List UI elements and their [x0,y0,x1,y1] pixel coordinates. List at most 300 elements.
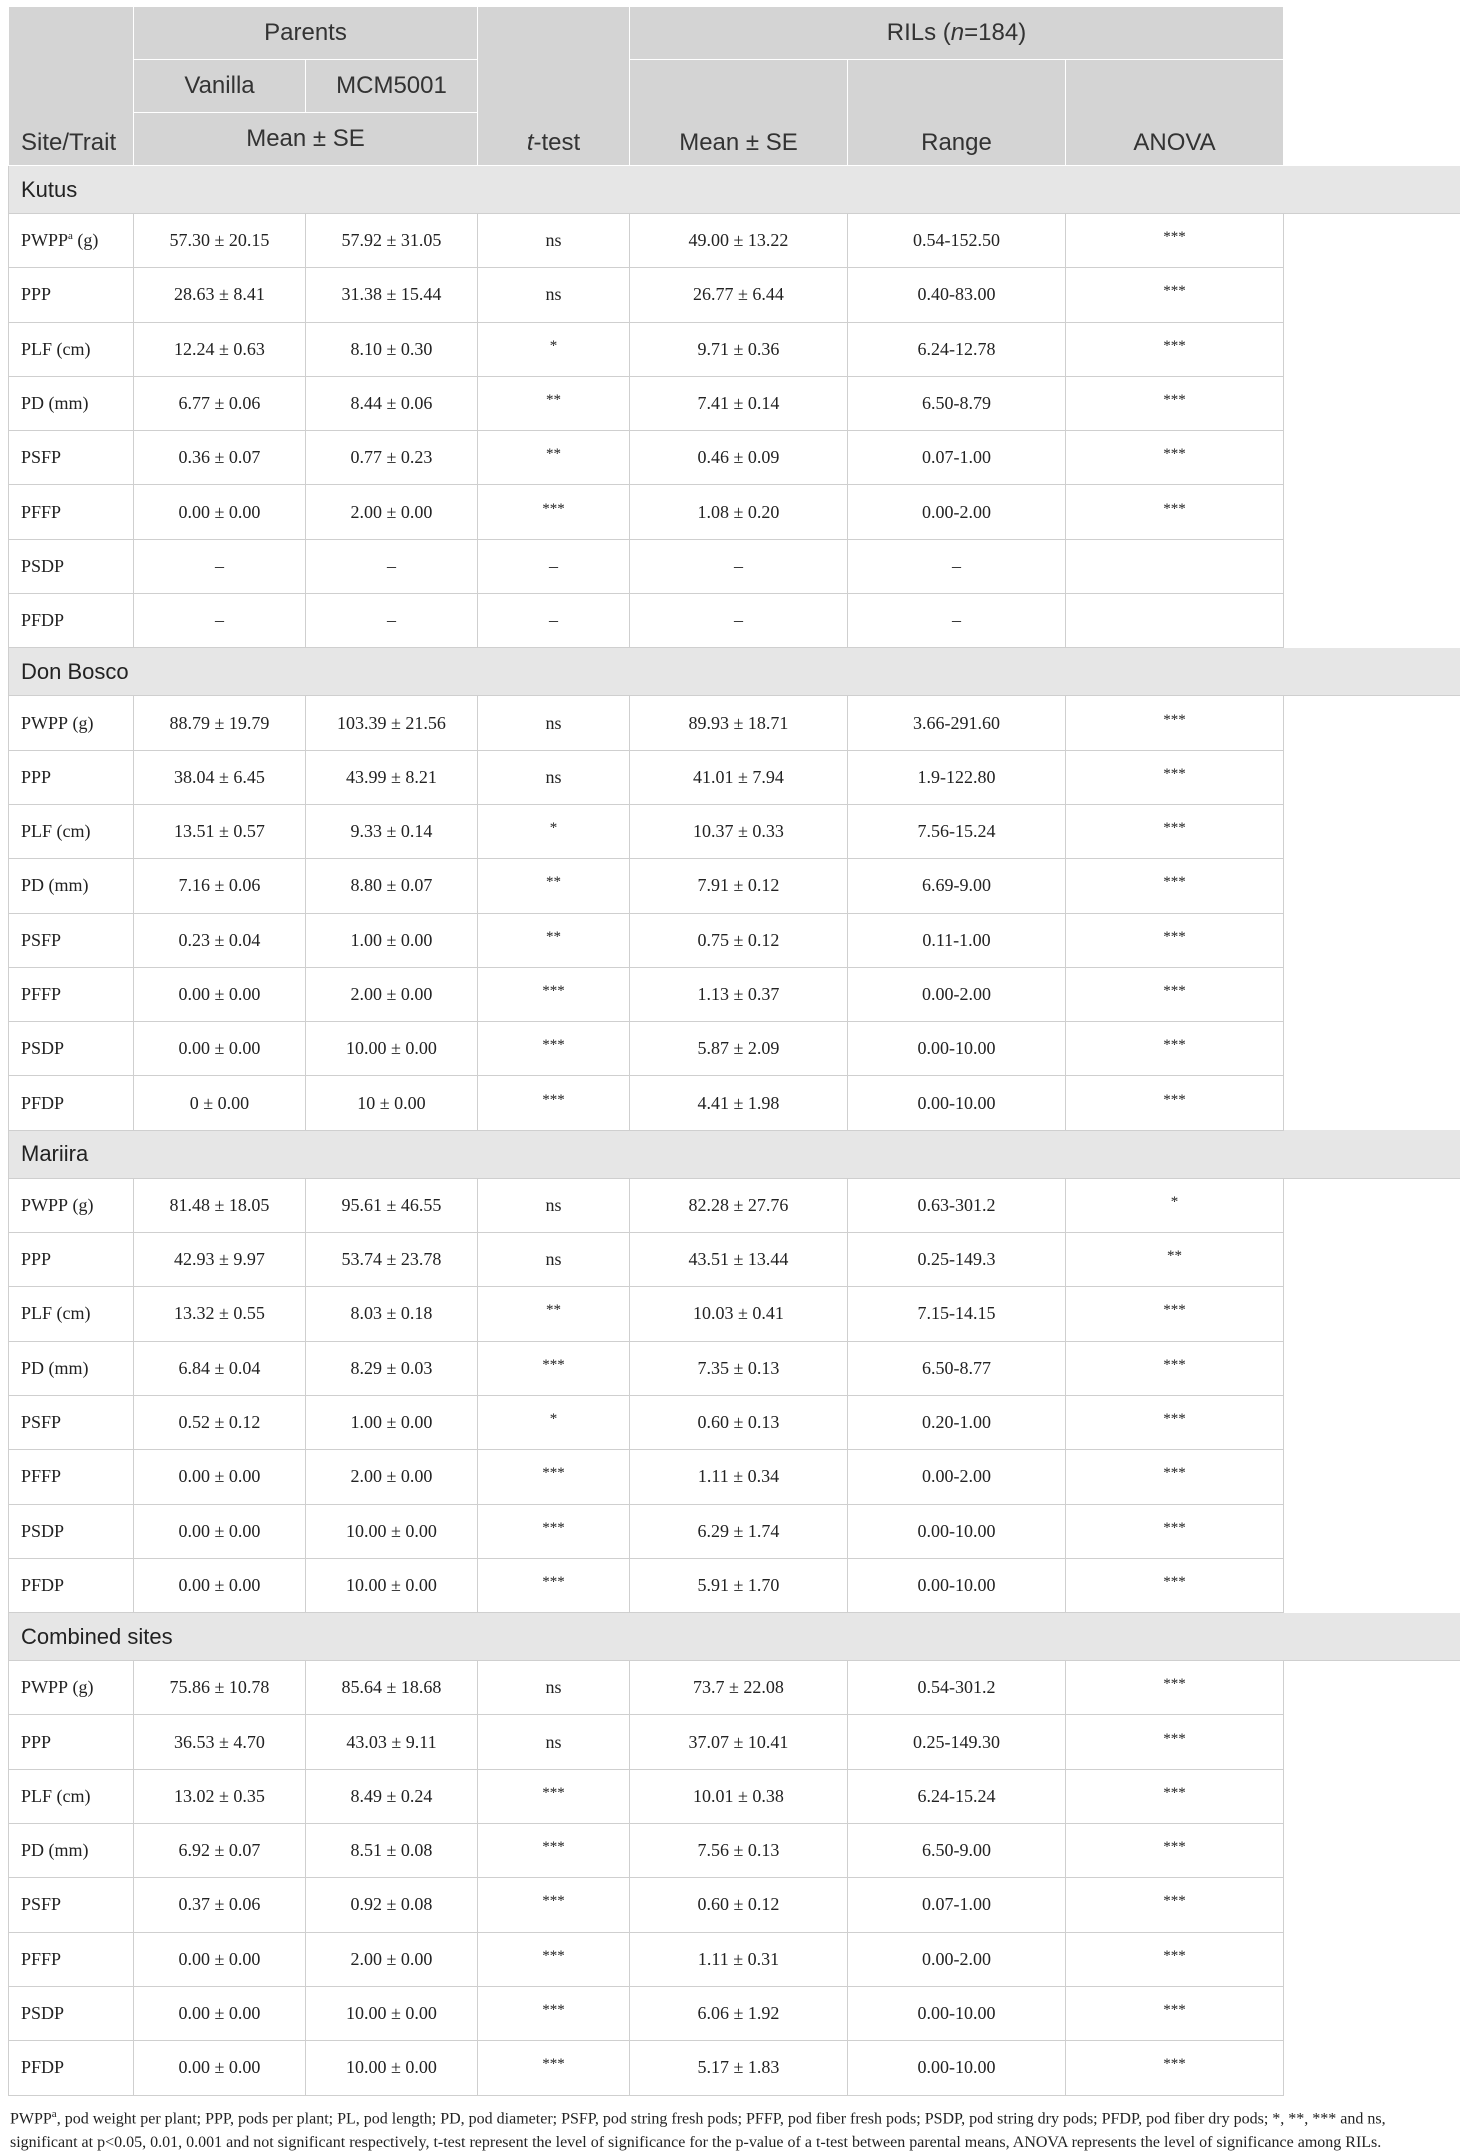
anova-cell: *** [1066,1715,1284,1769]
vanilla-cell: 81.48 ± 18.05 [134,1178,306,1232]
ttest-cell: ns [478,214,630,268]
trait-unit: (cm) [52,821,90,841]
mcm5001-cell: 8.80 ± 0.07 [306,859,478,913]
range-cell: 0.11-1.00 [848,913,1066,967]
anova-cell: *** [1066,1986,1284,2040]
vanilla-cell: 6.77 ± 0.06 [134,376,306,430]
trait-name: PPP [21,284,51,304]
trait-cell [9,1395,134,1449]
rils-mean-cell: 1.08 ± 0.20 [630,485,848,539]
rils-mean-cell: 10.37 ± 0.33 [630,804,848,858]
range-cell: 7.15-14.15 [848,1287,1066,1341]
trait-cell [9,1824,134,1878]
mcm5001-cell: 10 ± 0.00 [306,1076,478,1130]
vanilla-cell: 0.00 ± 0.00 [134,1932,306,1986]
anova-cell: *** [1066,268,1284,322]
section-title: Don Bosco [9,648,1460,696]
ttest-cell: ns [478,268,630,322]
ttest-cell: *** [478,1341,630,1395]
range-cell: 0.00-10.00 [848,1076,1066,1130]
mcm5001-cell: 43.99 ± 8.21 [306,750,478,804]
trait-cell [9,376,134,430]
vanilla-cell: 0.00 ± 0.00 [134,1558,306,1612]
table-row [9,322,1460,376]
trait-name: PFDP [21,2057,64,2077]
trait-unit: (g) [68,1677,94,1697]
mcm5001-cell: 103.39 ± 21.56 [306,696,478,750]
table-container [8,6,1460,2155]
trait-cell [9,804,134,858]
rils-mean-cell: 49.00 ± 13.22 [630,214,848,268]
trait-unit: (cm) [52,1786,90,1806]
vanilla-cell: 0.00 ± 0.00 [134,2041,306,2095]
trait-cell [9,268,134,322]
mcm5001-cell: 8.44 ± 0.06 [306,376,478,430]
trait-cell [9,1715,134,1769]
ttest-cell: *** [478,1558,630,1612]
mcm5001-header: MCM5001 [306,60,478,113]
section-row [9,166,1460,214]
table-row [9,1178,1460,1232]
vanilla-cell: 0.00 ± 0.00 [134,485,306,539]
range-cell: 6.50-8.79 [848,376,1066,430]
trait-cell [9,1878,134,1932]
mcm5001-cell: 2.00 ± 0.00 [306,967,478,1021]
vanilla-cell: 0.00 ± 0.00 [134,1022,306,1076]
range-cell: 0.07-1.00 [848,431,1066,485]
vanilla-cell: 0.00 ± 0.00 [134,967,306,1021]
rils-mean-cell: 6.29 ± 1.74 [630,1504,848,1558]
ttest-cell: ns [478,1715,630,1769]
rils-mean-cell: 89.93 ± 18.71 [630,696,848,750]
range-cell: 6.50-8.77 [848,1341,1066,1395]
mcm5001-cell: 53.74 ± 23.78 [306,1233,478,1287]
ttest-cell: *** [478,1769,630,1823]
ttest-cell: * [478,1395,630,1449]
trait-cell [9,696,134,750]
rils-mean-cell: 37.07 ± 10.41 [630,1715,848,1769]
anova-cell: *** [1066,1661,1284,1715]
vanilla-cell: 36.53 ± 4.70 [134,1715,306,1769]
anova-cell: *** [1066,859,1284,913]
anova-cell: *** [1066,1824,1284,1878]
ttest-cell: *** [478,1450,630,1504]
ttest-cell: ns [478,696,630,750]
range-cell: 6.24-12.78 [848,322,1066,376]
vanilla-cell: 57.30 ± 20.15 [134,214,306,268]
anova-cell: *** [1066,1932,1284,1986]
trait-cell [9,1287,134,1341]
trait-name: PWPP [21,713,68,733]
mcm5001-cell: 10.00 ± 0.00 [306,1558,478,1612]
mcm5001-cell: 57.92 ± 31.05 [306,214,478,268]
rils-n: n [951,19,964,46]
table-row [9,804,1460,858]
range-cell: 1.9-122.80 [848,750,1066,804]
rils-prefix: RILs ( [887,19,951,46]
range-cell: 0.00-10.00 [848,1022,1066,1076]
trait-name: PSFP [21,447,61,467]
range-cell: 0.00-10.00 [848,1558,1066,1612]
table-header [9,7,1460,166]
table-row [9,913,1460,967]
rils-mean-cell: 1.13 ± 0.37 [630,967,848,1021]
section-title: Mariira [9,1130,1460,1178]
trait-name: PFDP [21,1093,64,1113]
trait-name: PLF [21,1303,52,1323]
table-row [9,431,1460,485]
trait-cell [9,2041,134,2095]
table-row [9,1824,1460,1878]
trait-unit: (cm) [52,339,90,359]
anova-cell: *** [1066,1504,1284,1558]
vanilla-cell: 0.36 ± 0.07 [134,431,306,485]
trait-table [8,6,1460,2096]
trait-unit: (g) [73,230,99,250]
trait-cell [9,594,134,648]
ttest-italic: t [527,129,534,156]
ttest-cell: – [478,539,630,593]
ttest-cell: *** [478,1986,630,2040]
range-cell: 7.56-15.24 [848,804,1066,858]
footnote-sup: a [52,2108,57,2120]
trait-sup: a [68,230,73,242]
trait-name: PWPP [21,1677,68,1697]
trait-cell [9,859,134,913]
mcm5001-cell: 2.00 ± 0.00 [306,1932,478,1986]
rils-mean-cell: 26.77 ± 6.44 [630,268,848,322]
anova-cell: *** [1066,1450,1284,1504]
table-row [9,594,1460,648]
vanilla-cell: 0.00 ± 0.00 [134,1450,306,1504]
table-body [9,166,1460,2096]
table-row [9,1022,1460,1076]
rils-mean-cell: 0.75 ± 0.12 [630,913,848,967]
trait-cell [9,214,134,268]
range-cell: 6.50-9.00 [848,1824,1066,1878]
table-row [9,485,1460,539]
mcm5001-cell: 10.00 ± 0.00 [306,1986,478,2040]
range-cell: 6.69-9.00 [848,859,1066,913]
range-cell: 0.54-152.50 [848,214,1066,268]
anova-cell: *** [1066,431,1284,485]
table-row [9,1878,1460,1932]
range-cell: 0.20-1.00 [848,1395,1066,1449]
table-row [9,859,1460,913]
table-footnote [8,2102,1450,2155]
trait-name: PPP [21,1732,51,1752]
table-row [9,376,1460,430]
footnote-text: , pod weight per plant; PPP, pods per plant; PL, pod length; PD, pod diameter; PSFP, pod string fresh pods; PFFP, pod fiber fresh pods; PSDP, pod string dry pods; PFDP, pod fiber dry pods; *, **, *** and ns, significant at p<0.05, 0.01, 0.001 and not significant respectively, t-test represent the level of significance for the p-value of a t-test between parental means, ANOVA represents the level of significance among RILs. [10,2110,1386,2151]
trait-name: PPP [21,1249,51,1269]
anova-cell: *** [1066,967,1284,1021]
section-title: Combined sites [9,1613,1460,1661]
mcm5001-cell: – [306,539,478,593]
anova-cell: *** [1066,1076,1284,1130]
rils-mean-cell: 7.41 ± 0.14 [630,376,848,430]
ttest-cell: * [478,804,630,858]
section-row [9,648,1460,696]
vanilla-cell: 38.04 ± 6.45 [134,750,306,804]
ttest-cell: *** [478,1022,630,1076]
table-row [9,1341,1460,1395]
rils-mean-cell: 73.7 ± 22.08 [630,1661,848,1715]
mcm5001-cell: 1.00 ± 0.00 [306,1395,478,1449]
vanilla-cell: 42.93 ± 9.97 [134,1233,306,1287]
mcm5001-cell: 0.77 ± 0.23 [306,431,478,485]
vanilla-cell: 13.51 ± 0.57 [134,804,306,858]
rils-mean-cell: 41.01 ± 7.94 [630,750,848,804]
parents-header: Parents [134,7,478,60]
anova-cell [1066,594,1284,648]
rils-mean-cell: 6.06 ± 1.92 [630,1986,848,2040]
anova-cell: *** [1066,376,1284,430]
section-title: Kutus [9,166,1460,214]
rils-header [630,7,1284,60]
vanilla-cell: 6.84 ± 0.04 [134,1341,306,1395]
range-cell: 0.00-2.00 [848,1450,1066,1504]
anova-cell: *** [1066,1395,1284,1449]
trait-name: PFFP [21,1949,61,1969]
trait-name: PSDP [21,2003,64,2023]
ttest-cell: *** [478,1878,630,1932]
anova-cell: *** [1066,1341,1284,1395]
trait-unit: (cm) [52,1303,90,1323]
range-header: Range [848,60,1066,166]
range-cell: 0.00-10.00 [848,1986,1066,2040]
vanilla-cell: 0.00 ± 0.00 [134,1504,306,1558]
mcm5001-cell: 85.64 ± 18.68 [306,1661,478,1715]
ttest-cell: ** [478,913,630,967]
range-cell: 0.00-10.00 [848,1504,1066,1558]
range-cell: – [848,594,1066,648]
table-row [9,1504,1460,1558]
vanilla-cell: 0.52 ± 0.12 [134,1395,306,1449]
mcm5001-cell: – [306,594,478,648]
vanilla-cell: 75.86 ± 10.78 [134,1661,306,1715]
ttest-cell: ns [478,1178,630,1232]
anova-cell [1066,539,1284,593]
vanilla-cell: 13.02 ± 0.35 [134,1769,306,1823]
rils-mean-cell: 0.60 ± 0.12 [630,1878,848,1932]
table-row [9,1932,1460,1986]
ttest-cell: * [478,322,630,376]
anova-header: ANOVA [1066,60,1284,166]
range-cell: 3.66-291.60 [848,696,1066,750]
trait-name: PLF [21,821,52,841]
ttest-cell: *** [478,967,630,1021]
mcm5001-cell: 1.00 ± 0.00 [306,913,478,967]
trait-cell [9,1022,134,1076]
trait-unit: (mm) [44,393,89,413]
rils-mean-cell: 9.71 ± 0.36 [630,322,848,376]
mcm5001-cell: 2.00 ± 0.00 [306,1450,478,1504]
trait-cell [9,1558,134,1612]
table-row [9,1986,1460,2040]
anova-cell: *** [1066,214,1284,268]
mcm5001-cell: 8.29 ± 0.03 [306,1341,478,1395]
range-cell: 0.07-1.00 [848,1878,1066,1932]
ttest-cell: *** [478,1824,630,1878]
mcm5001-cell: 10.00 ± 0.00 [306,1504,478,1558]
ttest-cell: *** [478,485,630,539]
table-row [9,1558,1460,1612]
trait-cell [9,1450,134,1504]
trait-cell [9,1769,134,1823]
anova-cell: *** [1066,913,1284,967]
anova-cell: * [1066,1178,1284,1232]
table-row [9,1287,1460,1341]
trait-cell [9,485,134,539]
table-row [9,696,1460,750]
table-row [9,1450,1460,1504]
trait-unit: (mm) [44,1358,89,1378]
anova-cell: *** [1066,696,1284,750]
trait-cell [9,322,134,376]
trait-name: PWPP [21,230,68,250]
anova-cell: ** [1066,1233,1284,1287]
trait-name: PFDP [21,1575,64,1595]
rils-mean-cell: 1.11 ± 0.34 [630,1450,848,1504]
range-cell: 6.24-15.24 [848,1769,1066,1823]
trait-unit: (g) [68,713,94,733]
footnote-pwpp: PWPP [10,2110,52,2127]
rils-mean-header: Mean ± SE [630,60,848,166]
trait-name: PD [21,393,44,413]
rils-mean-cell: 7.91 ± 0.12 [630,859,848,913]
trait-cell [9,431,134,485]
table-row [9,750,1460,804]
trait-name: PSDP [21,556,64,576]
mcm5001-cell: 95.61 ± 46.55 [306,1178,478,1232]
trait-cell [9,539,134,593]
ttest-cell: *** [478,1932,630,1986]
vanilla-cell: – [134,594,306,648]
trait-name: PPP [21,767,51,787]
ttest-cell: ** [478,431,630,485]
anova-cell: *** [1066,322,1284,376]
rils-mean-cell: 5.87 ± 2.09 [630,1022,848,1076]
mcm5001-cell: 31.38 ± 15.44 [306,268,478,322]
range-cell: 0.00-2.00 [848,967,1066,1021]
trait-name: PFFP [21,984,61,1004]
rils-suffix: =184) [964,19,1026,46]
ttest-cell: – [478,594,630,648]
section-row [9,1130,1460,1178]
mcm5001-cell: 10.00 ± 0.00 [306,1022,478,1076]
table-row [9,268,1460,322]
range-cell: 0.25-149.30 [848,1715,1066,1769]
range-cell: – [848,539,1066,593]
range-cell: 0.54-301.2 [848,1661,1066,1715]
anova-cell: *** [1066,2041,1284,2095]
trait-name: PFFP [21,1466,61,1486]
vanilla-cell: 7.16 ± 0.06 [134,859,306,913]
vanilla-cell: 6.92 ± 0.07 [134,1824,306,1878]
mcm5001-cell: 9.33 ± 0.14 [306,804,478,858]
ttest-rest: -test [533,129,580,156]
rils-mean-cell: – [630,539,848,593]
anova-cell: *** [1066,1022,1284,1076]
trait-cell [9,1178,134,1232]
trait-name: PLF [21,339,52,359]
rils-mean-cell: 5.17 ± 1.83 [630,2041,848,2095]
anova-cell: *** [1066,1287,1284,1341]
table-row [9,2041,1460,2095]
trait-cell [9,750,134,804]
rils-mean-cell: 0.60 ± 0.13 [630,1395,848,1449]
table-row [9,1233,1460,1287]
mcm5001-cell: 43.03 ± 9.11 [306,1715,478,1769]
vanilla-header: Vanilla [134,60,306,113]
ttest-cell: *** [478,1076,630,1130]
site-trait-header: Site/Trait [9,7,134,166]
mcm5001-cell: 10.00 ± 0.00 [306,2041,478,2095]
rils-mean-cell: 1.11 ± 0.31 [630,1932,848,1986]
trait-cell [9,1341,134,1395]
anova-cell: *** [1066,1878,1284,1932]
trait-name: PSFP [21,1894,61,1914]
rils-mean-cell: 43.51 ± 13.44 [630,1233,848,1287]
vanilla-cell: 0 ± 0.00 [134,1076,306,1130]
trait-unit: (g) [68,1195,94,1215]
rils-mean-cell: 4.41 ± 1.98 [630,1076,848,1130]
rils-mean-cell: 0.46 ± 0.09 [630,431,848,485]
trait-cell [9,1233,134,1287]
rils-mean-cell: 10.01 ± 0.38 [630,1769,848,1823]
ttest-cell: ** [478,376,630,430]
anova-cell: *** [1066,804,1284,858]
table-row [9,1076,1460,1130]
trait-name: PSDP [21,1038,64,1058]
anova-cell: *** [1066,750,1284,804]
table-row [9,1769,1460,1823]
mcm5001-cell: 8.49 ± 0.24 [306,1769,478,1823]
mcm5001-cell: 2.00 ± 0.00 [306,485,478,539]
table-row [9,539,1460,593]
ttest-cell: ns [478,1233,630,1287]
ttest-cell: *** [478,1504,630,1558]
vanilla-cell: 0.37 ± 0.06 [134,1878,306,1932]
trait-cell [9,1504,134,1558]
rils-mean-cell: 10.03 ± 0.41 [630,1287,848,1341]
ttest-cell: ns [478,750,630,804]
trait-name: PFFP [21,502,61,522]
trait-name: PD [21,875,44,895]
table-row [9,1395,1460,1449]
mcm5001-cell: 0.92 ± 0.08 [306,1878,478,1932]
range-cell: 0.00-2.00 [848,1932,1066,1986]
rils-mean-cell: 82.28 ± 27.76 [630,1178,848,1232]
mcm5001-cell: 8.51 ± 0.08 [306,1824,478,1878]
trait-unit: (mm) [44,875,89,895]
rils-mean-cell: – [630,594,848,648]
trait-name: PSDP [21,1521,64,1541]
trait-name: PSFP [21,1412,61,1432]
ttest-cell: *** [478,2041,630,2095]
anova-cell: *** [1066,1769,1284,1823]
ttest-cell: ns [478,1661,630,1715]
mcm5001-cell: 8.03 ± 0.18 [306,1287,478,1341]
rils-mean-cell: 5.91 ± 1.70 [630,1558,848,1612]
anova-cell: *** [1066,485,1284,539]
vanilla-cell: 0.00 ± 0.00 [134,1986,306,2040]
trait-cell [9,1076,134,1130]
rils-mean-cell: 7.35 ± 0.13 [630,1341,848,1395]
table-row [9,1715,1460,1769]
table-row [9,967,1460,1021]
trait-unit: (mm) [44,1840,89,1860]
